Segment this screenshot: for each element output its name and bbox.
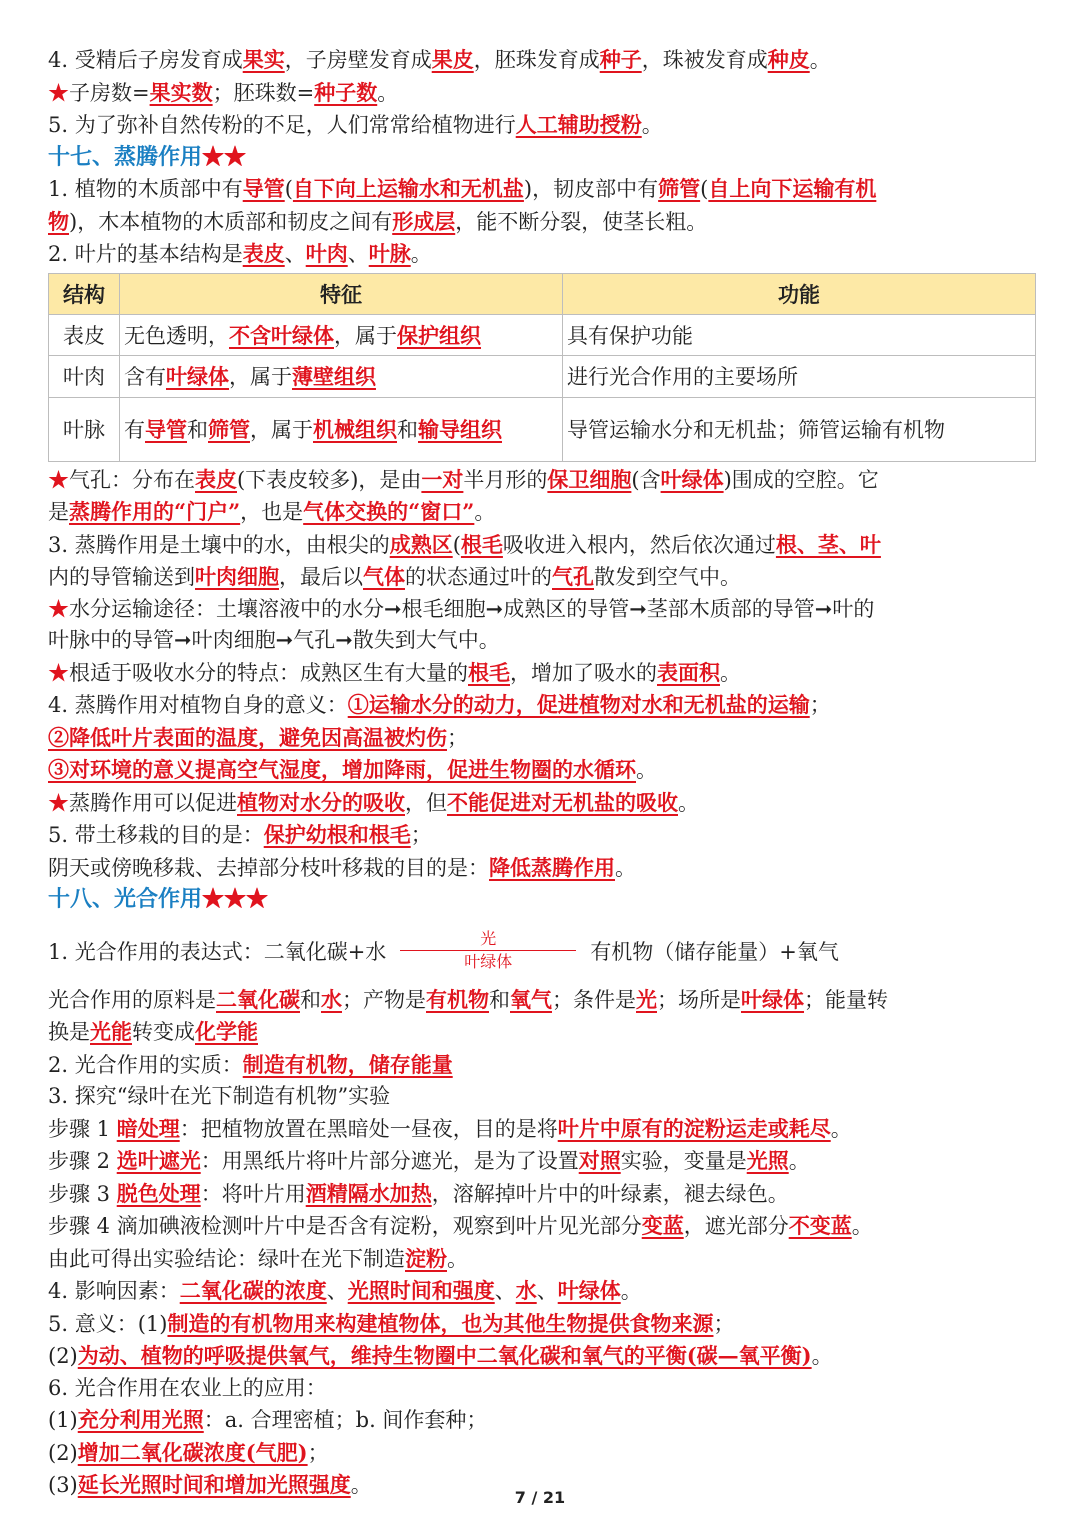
rating-stars-icon: ★★	[202, 143, 247, 170]
paragraph-pollination: 5. 为了弥补自然传粉的不足，人们常常给植物进行人工辅助授粉。	[48, 112, 663, 137]
table-cell: 无色透明，不含叶绿体，属于保护组织	[120, 314, 563, 355]
table-cell: 含有叶绿体，属于薄壁组织	[120, 355, 563, 397]
star-icon: ★	[48, 80, 69, 105]
experiment-step-3: 步骤 3 脱色处理：将叶片用酒精隔水加热，溶解掉叶片中的叶绿素，褪去绿色。	[48, 1180, 789, 1206]
page-number: 7 / 21	[514, 1488, 566, 1507]
section-heading-transpiration: 十七、蒸腾作用★★	[48, 143, 247, 170]
equation-reactants: 1. 光合作用的表达式：二氧化碳+水	[48, 939, 387, 964]
rating-stars-icon: ★★★	[202, 886, 269, 912]
paragraph-raw-materials: 光合作用的原料是二氧化碳和水；产物是有机物和氧气；条件是光；场所是叶绿体；能量转 换是光能转变成化学能	[48, 986, 888, 1044]
paragraph-essence: 2. 光合作用的实质：制造有机物，储存能量	[48, 1051, 453, 1077]
reaction-arrow-icon	[400, 930, 576, 971]
paragraph-leaf-structure: 2. 叶片的基本结构是表皮、叶肉、叶脉。	[48, 241, 432, 266]
table-cell: 叶肉	[49, 355, 120, 397]
experiment-step-4: 步骤 4 滴加碘液检测叶片中是否含有淀粉，观察到叶片见光部分变蓝，遮光部分不变蓝。	[48, 1213, 873, 1238]
table-cell: 导管运输水分和无机盐；筛管运输有机物	[563, 397, 1036, 461]
table-header-cell: 特征	[120, 273, 563, 314]
table-cell: 叶脉	[49, 397, 120, 461]
paragraph-factors: 4. 影响因素：二氧化碳的浓度、光照时间和强度、水、叶绿体。	[48, 1278, 642, 1303]
paragraph-transplanting: 5. 带土移栽的目的是：保护幼根和根毛； 阴天或傍晚移栽、去掉部分枝叶移栽的目的是：降低蒸腾作用。	[48, 822, 636, 880]
table-row	[49, 397, 1036, 461]
reaction-condition: 光	[480, 929, 497, 948]
table-cell: 具有保护功能	[563, 314, 1036, 355]
table-cell: 进行光合作用的主要场所	[563, 355, 1036, 397]
experiment-step-2: 步骤 2 选叶遮光：用黑纸片将叶片部分遮光，是为了设置对照实验，变量是光照。	[48, 1148, 810, 1173]
paragraph-absorption-note: ★蒸腾作用可以促进植物对水分的吸收，但不能促进对无机盐的吸收。	[48, 789, 699, 815]
table-row	[49, 314, 1036, 355]
equation-products: 有机物（储存能量）+氧气	[590, 939, 839, 964]
star-icon: ★	[48, 596, 69, 621]
star-icon: ★	[48, 790, 69, 815]
paragraph-transpiration-significance: 4. 蒸腾作用对植物自身的意义：①运输水分的动力，促进植物对水和无机盐的运输； ②降低叶片表面的温度，避免因高温被灼伤； ③对环境的意义提高空气湿度，增加降雨，促进生物圈的水循环。	[48, 692, 831, 782]
table-cell: 有导管和筛管，属于机械组织和输导组织	[120, 397, 563, 461]
page-content	[48, 44, 1040, 1502]
experiment-step-1: 步骤 1 暗处理：把植物放置在黑暗处一昼夜，目的是将叶片中原有的淀粉运走或耗尽。	[48, 1115, 852, 1141]
leaf-structure-table	[48, 273, 1036, 462]
star-icon: ★	[48, 467, 69, 492]
table-header-cell: 功能	[563, 273, 1036, 314]
reaction-site: 叶绿体	[464, 952, 513, 971]
table-cell: 表皮	[49, 314, 120, 355]
star-icon: ★	[48, 660, 69, 685]
paragraph-agriculture: 6. 光合作用在农业上的应用： (1)充分利用光照：a. 合理密植；b. 间作套种； (2)增加二氧化碳浓度(气肥)； (3)延长光照时间和增加光照强度。	[48, 1375, 488, 1497]
paragraph-water-path: ★水分运输途径：土壤溶液中的水分➞根毛细胞➞成熟区的导管➞茎部木质部的导管➞叶的 叶脉中的导管➞叶肉细胞➞气孔➞散失到大气中。	[48, 596, 875, 652]
paragraph-transpiration-process: 3. 蒸腾作用是土壤中的水，由根尖的成熟区(根毛吸收进入根内，然后依次通过根、茎、叶 内的导管输送到叶肉细胞，最后以气体的状态通过叶的气孔散发到空气中。	[48, 531, 881, 589]
paragraph-experiment-title: 3. 探究“绿叶在光下制造有机物”实验	[48, 1084, 391, 1108]
table-row	[49, 355, 1036, 397]
paragraph-root-features: ★根适于吸收水分的特点：成熟区生有大量的根毛，增加了吸水的表面积。	[48, 659, 741, 685]
photosynthesis-equation	[48, 922, 1040, 980]
table-header-cell: 结构	[49, 273, 120, 314]
experiment-conclusion: 由此可得出实验结论：绿叶在光下制造淀粉。	[48, 1245, 468, 1271]
paragraph-significance: 5. 意义：(1)制造的有机物用来构建植物体，也为其他生物提供食物来源； (2)为动、植物的呼吸提供氧气，维持生物圈中二氧化碳和氧气的平衡(碳—氧平衡)。	[48, 1310, 833, 1368]
table-header-row	[49, 273, 1036, 314]
paragraph-xylem-phloem: 1. 植物的木质部中有导管(自下向上运输水和无机盐)，韧皮部中有筛管(自上向下运输有机 物)，木本植物的木质部和韧皮之间有形成层，能不断分裂，使茎长粗。	[48, 176, 877, 234]
section-heading-photosynthesis: 十八、光合作用★★★	[48, 886, 269, 912]
paragraph-ovary-count: ★子房数=果实数；胚珠数=种子数。	[48, 79, 399, 105]
paragraph-stomata: ★气孔：分布在表皮(下表皮较多)，是由一对半月形的保卫细胞(含叶绿体)围成的空腔。它 是蒸腾作用的“门户”，也是气体交换的“窗口”。	[48, 466, 879, 524]
paragraph-fruit-development: 4. 受精后子房发育成果实，子房壁发育成果皮，胚珠发育成种子，珠被发育成种皮。	[48, 47, 831, 72]
